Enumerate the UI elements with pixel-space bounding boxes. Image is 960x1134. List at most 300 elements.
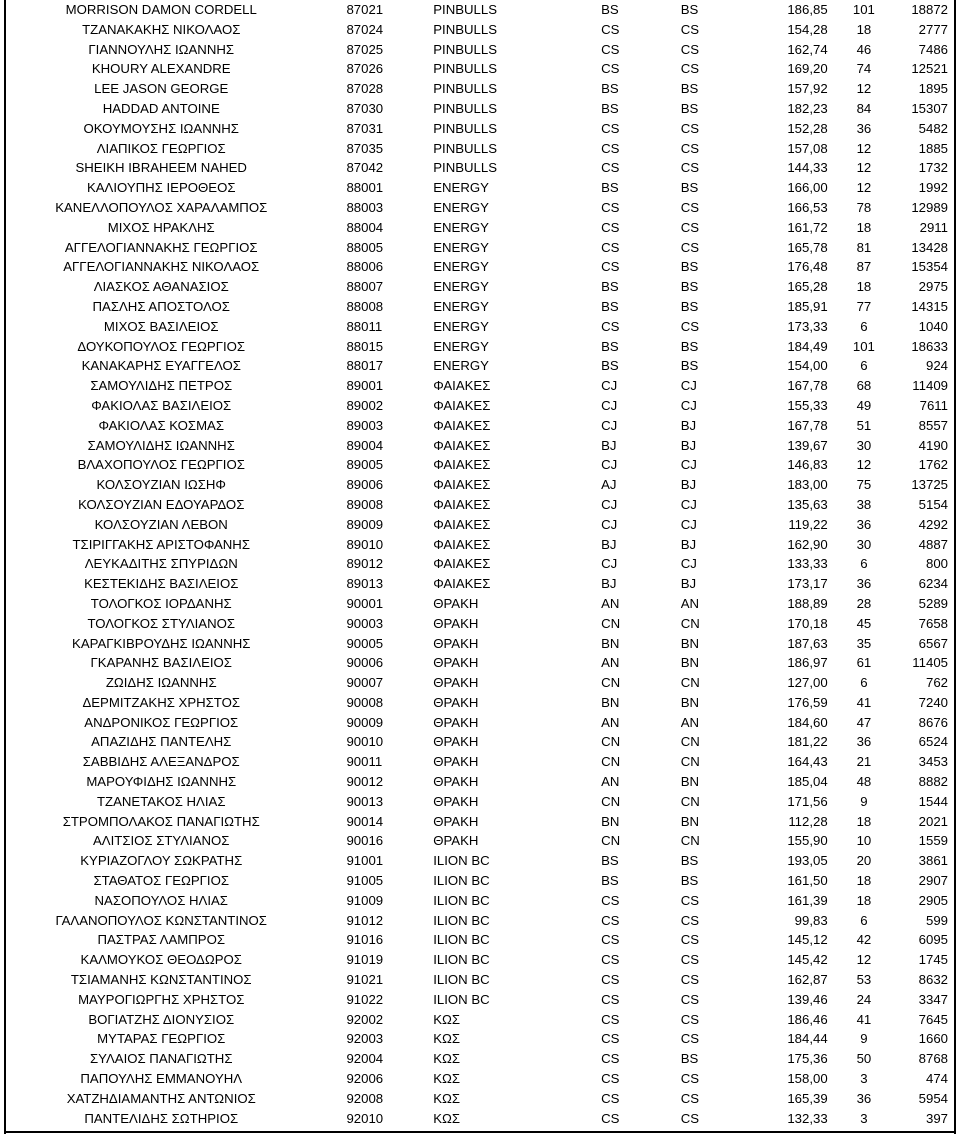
player-name-cell: ΣΤΑΘΑΤΟΣ ΓΕΩΡΓΙΟΣ: [93, 873, 229, 889]
table-row: [6, 574, 954, 594]
team-name-cell: ENERGY: [433, 199, 489, 215]
total-pins-cell: 6567: [918, 635, 948, 651]
average-cell: 165,28: [787, 279, 828, 295]
average-cell: 162,90: [787, 536, 828, 552]
category-2-cell: BN: [680, 813, 700, 829]
average-cell: 186,85: [787, 2, 828, 17]
table-row: [6, 139, 954, 159]
category-2-cell: BN: [680, 774, 700, 790]
average-cell: 184,44: [787, 1031, 828, 1047]
category-1-cell: CS: [601, 199, 620, 215]
category-1-cell: CS: [601, 932, 620, 948]
category-2-cell: BS: [680, 279, 699, 295]
category-2-cell: CN: [680, 754, 700, 770]
category-1-cell: CS: [601, 259, 620, 275]
player-name-cell: ΣΑΜΟΥΛΙΔΗΣ ΙΩΑΝΝΗΣ: [87, 437, 235, 453]
table-row: [6, 812, 954, 832]
average-cell: 184,49: [787, 338, 828, 354]
category-1-cell: BS: [601, 2, 619, 17]
player-name-cell: ΤΣΙΑΜΑΝΗΣ ΚΩΝΣΤΑΝΤΙΝΟΣ: [70, 972, 252, 988]
table-row: [6, 891, 954, 911]
category-1-cell: BJ: [601, 576, 617, 592]
category-2-cell: BJ: [680, 536, 697, 552]
games-cell: 18: [856, 21, 872, 37]
team-name-cell: ENERGY: [433, 279, 489, 295]
team-name-cell: ΚΩΣ: [433, 1110, 461, 1126]
team-name-cell: ΦΑΙΑΚΕΣ: [433, 378, 491, 394]
average-cell: 161,72: [787, 219, 828, 235]
player-name-cell: ΜΑΡΟΥΦΙΔΗΣ ΙΩΑΝΝΗΣ: [86, 774, 237, 790]
player-code-cell: 91016: [346, 932, 384, 948]
team-name-cell: ΦΑΙΑΚΕΣ: [433, 437, 491, 453]
category-1-cell: CS: [601, 1090, 620, 1106]
games-cell: 18: [856, 219, 872, 235]
category-1-cell: CS: [601, 892, 620, 908]
team-name-cell: ΘΡΑΚΗ: [433, 615, 479, 631]
total-pins-cell: 1762: [918, 457, 948, 473]
player-name-cell: ΠΑΠΟΥΛΗΣ ΕΜΜΑΝΟΥΗΛ: [80, 1071, 243, 1087]
category-1-cell: CS: [601, 1110, 620, 1126]
games-cell: 49: [856, 397, 872, 413]
table-row: [6, 59, 954, 79]
games-cell: 6: [860, 358, 868, 374]
category-1-cell: CS: [601, 1031, 620, 1047]
player-code-cell: 88008: [346, 298, 384, 314]
player-name-cell: ΣΑΜΟΥΛΙΔΗΣ ΠΕΤΡΟΣ: [90, 378, 233, 394]
games-cell: 50: [856, 1051, 872, 1067]
team-name-cell: ENERGY: [433, 298, 489, 314]
player-code-cell: 88006: [346, 259, 384, 275]
team-name-cell: ΚΩΣ: [433, 1090, 461, 1106]
team-name-cell: ILION BC: [433, 932, 490, 948]
team-name-cell: ΚΩΣ: [433, 1011, 461, 1027]
team-name-cell: ΚΩΣ: [433, 1051, 461, 1067]
category-1-cell: CS: [601, 991, 620, 1007]
table-row: [6, 594, 954, 614]
player-name-cell: ΑΝΔΡΟΝΙΚΟΣ ΓΕΩΡΓΙΟΣ: [84, 714, 239, 730]
team-name-cell: ΦΑΙΑΚΕΣ: [433, 397, 491, 413]
team-name-cell: ΘΡΑΚΗ: [433, 793, 479, 809]
player-name-cell: ΠΑΣΛΗΣ ΑΠΟΣΤΟΛΟΣ: [92, 298, 230, 314]
table-row: [6, 376, 954, 396]
games-cell: 41: [856, 694, 872, 710]
category-1-cell: BS: [601, 279, 619, 295]
team-name-cell: ΦΑΙΑΚΕΣ: [433, 556, 491, 572]
category-1-cell: CS: [601, 120, 620, 136]
total-pins-cell: 6234: [918, 576, 948, 592]
player-code-cell: 88017: [346, 358, 384, 374]
average-cell: 173,33: [787, 318, 828, 334]
games-cell: 36: [856, 576, 872, 592]
total-pins-cell: 6524: [918, 734, 948, 750]
games-cell: 51: [856, 417, 872, 433]
total-pins-cell: 2975: [918, 279, 948, 295]
table-row: [6, 0, 954, 20]
games-cell: 75: [856, 477, 872, 493]
player-name-cell: MORRISON DAMON CORDELL: [65, 2, 257, 17]
category-2-cell: CS: [680, 1011, 700, 1027]
total-pins-cell: 1885: [918, 140, 948, 156]
games-cell: 45: [856, 615, 872, 631]
average-cell: 139,67: [787, 437, 828, 453]
player-name-cell: ΚΑΝΕΛΛΟΠΟΥΛΟΣ ΧΑΡΑΛΑΜΠΟΣ: [55, 199, 268, 215]
average-cell: 186,46: [787, 1011, 828, 1027]
category-2-cell: CS: [680, 1090, 700, 1106]
team-name-cell: ENERGY: [433, 358, 489, 374]
player-name-cell: ΑΓΓΕΛΟΓΙΑΝΝΑΚΗΣ ΝΙΚΟΛΑΟΣ: [63, 259, 260, 275]
player-name-cell: ΚΥΡΙΑΖΟΓΛΟΥ ΣΩΚΡΑΤΗΣ: [80, 853, 243, 869]
player-code-cell: 89010: [346, 536, 384, 552]
player-code-cell: 89006: [346, 477, 384, 493]
category-2-cell: CS: [680, 972, 700, 988]
category-2-cell: BS: [680, 873, 699, 889]
category-2-cell: CS: [680, 199, 700, 215]
average-cell: 166,53: [787, 199, 828, 215]
category-1-cell: CS: [601, 239, 620, 255]
table-row: [6, 20, 954, 40]
games-cell: 35: [856, 635, 872, 651]
player-code-cell: 88007: [346, 279, 384, 295]
category-2-cell: CJ: [680, 556, 697, 572]
average-cell: 127,00: [787, 675, 828, 691]
player-name-cell: ΛΙΑΠΙΚΟΣ ΓΕΩΡΓΙΟΣ: [96, 140, 226, 156]
player-code-cell: 91009: [346, 892, 384, 908]
category-2-cell: CS: [680, 991, 700, 1007]
player-code-cell: 91022: [346, 991, 384, 1007]
table-row: [6, 950, 954, 970]
player-name-cell: ΜΑΥΡΟΓΙΩΡΓΗΣ ΧΡΗΣΤΟΣ: [78, 991, 245, 1007]
category-2-cell: CS: [680, 892, 700, 908]
total-pins-cell: 12989: [911, 199, 948, 215]
games-cell: 42: [856, 932, 872, 948]
total-pins-cell: 5482: [918, 120, 948, 136]
average-cell: 162,87: [787, 972, 828, 988]
games-cell: 6: [860, 912, 868, 928]
table-row: [6, 79, 954, 99]
player-code-cell: 88001: [346, 180, 384, 196]
average-cell: 162,74: [787, 41, 828, 57]
total-pins-cell: 1544: [918, 793, 948, 809]
category-2-cell: CS: [680, 239, 700, 255]
team-name-cell: ΘΡΑΚΗ: [433, 714, 479, 730]
average-cell: 155,90: [787, 833, 828, 849]
player-code-cell: 89009: [346, 516, 384, 532]
table-row: [6, 1089, 954, 1109]
total-pins-cell: 11405: [912, 655, 948, 671]
team-name-cell: ENERGY: [433, 259, 489, 275]
category-1-cell: BS: [601, 873, 619, 889]
total-pins-cell: 2021: [918, 813, 948, 829]
player-name-cell: ΜΥΤΑΡΑΣ ΓΕΩΡΓΙΟΣ: [97, 1031, 226, 1047]
player-name-cell: ΚΑΝΑΚΑΡΗΣ ΕΥΑΓΓΕΛΟΣ: [81, 358, 241, 374]
category-2-cell: CS: [680, 318, 700, 334]
table-row: [6, 495, 954, 515]
table-row: [6, 554, 954, 574]
player-name-cell: LEE JASON GEORGE: [94, 81, 229, 97]
team-name-cell: ΦΑΙΑΚΕΣ: [433, 457, 491, 473]
average-cell: 173,17: [787, 576, 828, 592]
table-row: [6, 198, 954, 218]
games-cell: 18: [856, 873, 872, 889]
team-name-cell: PINBULLS: [433, 41, 498, 57]
games-cell: 48: [856, 774, 872, 790]
player-name-cell: ΤΟΛΟΓΚΟΣ ΣΤΥΛΙΑΝΟΣ: [87, 615, 236, 631]
table-row: [6, 1049, 954, 1069]
games-cell: 30: [856, 536, 872, 552]
total-pins-cell: 15307: [911, 100, 948, 116]
team-name-cell: PINBULLS: [433, 61, 498, 77]
category-1-cell: CJ: [601, 397, 618, 413]
games-cell: 47: [856, 714, 872, 730]
team-name-cell: ΘΡΑΚΗ: [433, 734, 479, 750]
player-code-cell: 88011: [346, 318, 383, 334]
player-code-cell: 88004: [346, 219, 384, 235]
player-name-cell: ΖΩΙΔΗΣ ΙΩΑΝΝΗΣ: [105, 675, 217, 691]
player-name-cell: ΚΟΛΣΟΥΖΙΑΝ ΙΩΣΗΦ: [96, 477, 226, 493]
total-pins-cell: 8676: [918, 714, 948, 730]
player-code-cell: 89003: [346, 417, 384, 433]
player-name-cell: ΔΟΥΚΟΠΟΥΛΟΣ ΓΕΩΡΓΙΟΣ: [77, 338, 246, 354]
player-code-cell: 90005: [346, 635, 384, 651]
category-1-cell: CJ: [601, 556, 618, 572]
player-code-cell: 87031: [346, 120, 384, 136]
category-2-cell: CS: [680, 120, 700, 136]
team-name-cell: ILION BC: [433, 892, 490, 908]
total-pins-cell: 3347: [918, 991, 948, 1007]
average-cell: 181,22: [787, 734, 828, 750]
category-2-cell: CN: [680, 675, 700, 691]
games-cell: 9: [860, 793, 868, 809]
total-pins-cell: 7645: [918, 1011, 948, 1027]
player-code-cell: 90014: [346, 813, 384, 829]
player-code-cell: 89013: [346, 576, 384, 592]
team-name-cell: ILION BC: [433, 853, 490, 869]
team-name-cell: ENERGY: [433, 338, 489, 354]
average-cell: 146,83: [787, 457, 828, 473]
category-1-cell: CN: [601, 754, 621, 770]
team-name-cell: ΘΡΑΚΗ: [433, 833, 479, 849]
average-cell: 182,23: [787, 100, 828, 116]
player-name-cell: ΤΖΑΝΑΚΑΚΗΣ ΝΙΚΟΛΑΟΣ: [82, 21, 241, 37]
average-cell: 164,43: [787, 754, 828, 770]
player-code-cell: 90008: [346, 694, 384, 710]
table-row: [6, 792, 954, 812]
average-cell: 152,28: [787, 120, 828, 136]
games-cell: 6: [860, 318, 868, 334]
player-code-cell: 90012: [346, 774, 384, 790]
games-cell: 21: [856, 754, 872, 770]
player-name-cell: ΔΕΡΜΙΤΖΑΚΗΣ ΧΡΗΣΤΟΣ: [82, 694, 241, 710]
average-cell: 185,91: [787, 298, 828, 314]
player-code-cell: 87028: [346, 81, 384, 97]
player-name-cell: ΦΑΚΙΟΛΑΣ ΚΟΣΜΑΣ: [98, 417, 225, 433]
category-1-cell: AN: [601, 655, 620, 671]
bottom-border: [4, 1131, 956, 1133]
total-pins-cell: 14315: [911, 298, 948, 314]
total-pins-cell: 8882: [918, 774, 948, 790]
category-2-cell: CS: [680, 912, 700, 928]
average-cell: 166,00: [787, 180, 828, 196]
average-cell: 157,08: [787, 140, 828, 156]
player-name-cell: ΚΑΛΙΟΥΠΗΣ ΙΕΡΟΘΕΟΣ: [86, 180, 236, 196]
player-code-cell: 91005: [346, 873, 384, 889]
average-cell: 188,89: [787, 595, 828, 611]
player-name-cell: ΜΙΧΟΣ ΗΡΑΚΛΗΣ: [107, 219, 215, 235]
total-pins-cell: 1559: [918, 833, 948, 849]
player-code-cell: 92010: [346, 1110, 384, 1126]
total-pins-cell: 4292: [918, 516, 948, 532]
average-cell: 171,56: [787, 793, 828, 809]
total-pins-cell: 2905: [918, 892, 948, 908]
category-2-cell: BN: [680, 635, 700, 651]
category-1-cell: AN: [601, 714, 620, 730]
category-1-cell: CS: [601, 140, 620, 156]
table-row: [6, 218, 954, 238]
team-name-cell: ILION BC: [433, 972, 490, 988]
category-2-cell: BN: [680, 655, 700, 671]
games-cell: 12: [856, 457, 872, 473]
category-1-cell: BN: [601, 694, 620, 710]
category-1-cell: CS: [601, 21, 620, 37]
player-code-cell: 88005: [346, 239, 384, 255]
average-cell: 112,28: [788, 813, 828, 829]
games-cell: 9: [860, 1031, 868, 1047]
player-code-cell: 89002: [346, 397, 384, 413]
table-row: [6, 436, 954, 456]
category-1-cell: CS: [601, 318, 620, 334]
games-cell: 78: [856, 199, 872, 215]
player-code-cell: 89012: [346, 556, 384, 572]
table-row: [6, 653, 954, 673]
games-cell: 12: [856, 81, 872, 97]
category-2-cell: BS: [680, 259, 699, 275]
games-cell: 81: [856, 239, 872, 255]
category-2-cell: CJ: [680, 397, 697, 413]
games-cell: 84: [856, 100, 872, 116]
team-name-cell: ΦΑΙΑΚΕΣ: [433, 477, 491, 493]
player-name-cell: ΑΓΓΕΛΟΓΙΑΝΝΑΚΗΣ ΓΕΩΡΓΙΟΣ: [64, 239, 258, 255]
games-cell: 36: [856, 120, 872, 136]
average-cell: 176,48: [787, 259, 828, 275]
team-name-cell: ΦΑΙΑΚΕΣ: [433, 496, 491, 512]
games-cell: 68: [856, 378, 872, 394]
category-1-cell: CS: [601, 160, 620, 176]
games-cell: 3: [860, 1071, 868, 1087]
category-1-cell: CN: [601, 793, 621, 809]
table-row: [6, 119, 954, 139]
table-row: [6, 1010, 954, 1030]
category-1-cell: BJ: [601, 536, 617, 552]
average-cell: 185,04: [787, 774, 828, 790]
player-name-cell: ΒΟΓΙΑΤΖΗΣ ΔΙΟΝΥΣΙΟΣ: [88, 1011, 235, 1027]
games-cell: 53: [856, 972, 872, 988]
team-name-cell: ΘΡΑΚΗ: [433, 675, 479, 691]
total-pins-cell: 8557: [918, 417, 948, 433]
category-1-cell: CS: [601, 61, 620, 77]
table-row: [6, 634, 954, 654]
player-code-cell: 90007: [346, 675, 384, 691]
table-row: [6, 930, 954, 950]
player-name-cell: ΛΙΑΣΚΟΣ ΑΘΑΝΑΣΙΟΣ: [93, 279, 229, 295]
team-name-cell: ΘΡΑΚΗ: [433, 694, 479, 710]
player-code-cell: 91001: [346, 853, 384, 869]
games-cell: 20: [856, 853, 872, 869]
team-name-cell: ΦΑΙΑΚΕΣ: [433, 576, 491, 592]
player-code-cell: 87030: [346, 100, 384, 116]
total-pins-cell: 4887: [918, 536, 948, 552]
games-cell: 12: [856, 160, 872, 176]
table-row: [6, 396, 954, 416]
category-1-cell: CJ: [601, 516, 618, 532]
team-name-cell: PINBULLS: [433, 120, 498, 136]
player-code-cell: 88015: [346, 338, 384, 354]
player-code-cell: 87026: [346, 61, 384, 77]
average-cell: 161,50: [787, 873, 828, 889]
average-cell: 132,33: [787, 1110, 828, 1126]
player-code-cell: 87025: [346, 41, 384, 57]
category-2-cell: BS: [680, 358, 699, 374]
total-pins-cell: 18633: [911, 338, 948, 354]
total-pins-cell: 7658: [918, 615, 948, 631]
table-row: [6, 614, 954, 634]
category-2-cell: CS: [680, 61, 700, 77]
games-cell: 6: [860, 556, 868, 572]
category-1-cell: CS: [601, 1071, 620, 1087]
table-row: [6, 535, 954, 555]
table-row: [6, 772, 954, 792]
games-cell: 30: [856, 437, 872, 453]
category-2-cell: AN: [680, 595, 700, 611]
player-code-cell: 89005: [346, 457, 384, 473]
category-2-cell: CN: [680, 833, 700, 849]
games-cell: 36: [856, 516, 872, 532]
total-pins-cell: 1992: [918, 180, 948, 196]
player-code-cell: 90003: [346, 615, 384, 631]
player-name-cell: ΦΑΚΙΟΛΑΣ ΒΑΣΙΛΕΙΟΣ: [91, 397, 232, 413]
category-2-cell: CJ: [680, 457, 697, 473]
player-code-cell: 92003: [346, 1031, 384, 1047]
average-cell: 155,33: [787, 397, 828, 413]
total-pins-cell: 4190: [918, 437, 948, 453]
average-cell: 184,60: [787, 714, 828, 730]
category-2-cell: CS: [680, 1031, 700, 1047]
games-cell: 36: [856, 1090, 872, 1106]
table-row: [6, 911, 954, 931]
category-2-cell: CS: [680, 140, 700, 156]
table-row: [6, 693, 954, 713]
games-cell: 24: [856, 991, 872, 1007]
category-2-cell: BS: [680, 180, 699, 196]
category-1-cell: CN: [601, 833, 621, 849]
total-pins-cell: 1660: [918, 1031, 948, 1047]
games-cell: 18: [856, 813, 872, 829]
category-1-cell: BS: [601, 180, 619, 196]
table-row: [6, 515, 954, 535]
average-cell: 139,46: [787, 991, 828, 1007]
table-row: [6, 455, 954, 475]
category-2-cell: CS: [680, 219, 700, 235]
table-row: [6, 475, 954, 495]
category-2-cell: CS: [680, 932, 700, 948]
category-2-cell: CS: [680, 21, 700, 37]
category-1-cell: BS: [601, 81, 619, 97]
games-cell: 101: [852, 338, 875, 354]
category-1-cell: BS: [601, 338, 619, 354]
total-pins-cell: 3861: [918, 853, 948, 869]
category-1-cell: BJ: [601, 437, 617, 453]
player-name-cell: KHOURY ALEXANDRE: [91, 61, 231, 77]
category-1-cell: CN: [601, 675, 621, 691]
